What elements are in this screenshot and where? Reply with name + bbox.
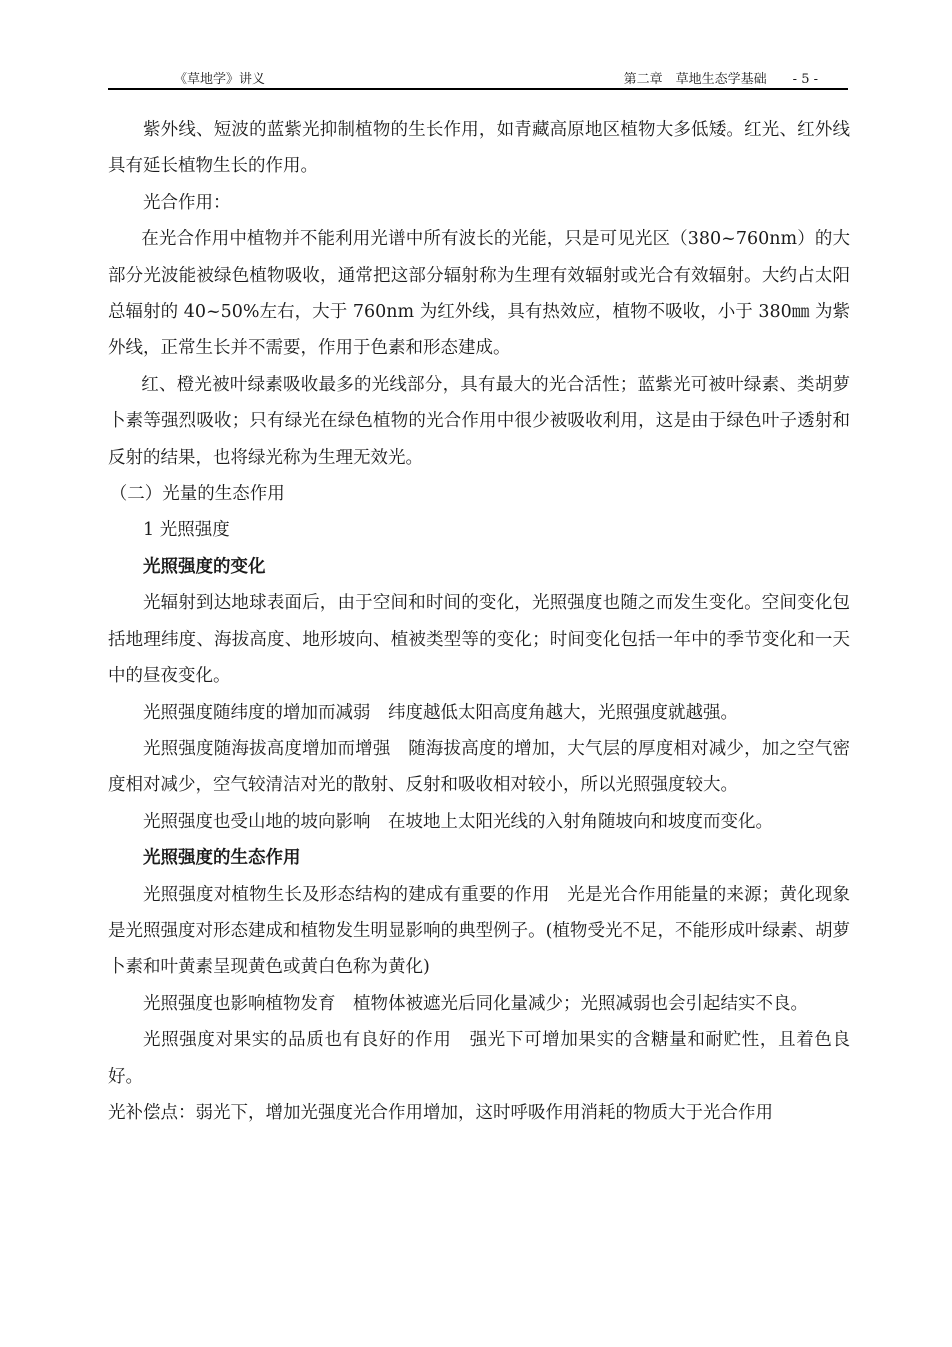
paragraph-altitude: 光照强度随海拔高度增加而增强 随海拔高度的增加，大气层的厚度相对减少，加之空气密度相对减少，空气较清洁对光的散射、反射和吸收相对较小，所以光照强度较大。 — [108, 738, 850, 796]
bold-heading-ecological-effect: 光照强度的生态作用 — [143, 848, 301, 869]
paragraph-photosynthesis-label: 光合作用： — [143, 192, 231, 213]
bold-heading-intensity-change: 光照强度的变化 — [143, 556, 266, 577]
paragraph-fruit-quality: 光照强度对果实的品质也有良好的作用 强光下可增加果实的含糖量和耐贮性，且着色良好。 — [108, 1030, 850, 1087]
paragraph-uv-light: 紫外线、短波的蓝紫光抑制植物的生长作用，如青藏高原地区植物大多低矮。红光、红外线具有延长植物生长的作用。 — [108, 120, 850, 177]
subsection-heading-light-intensity: 1 光照强度 — [143, 520, 230, 541]
paragraph-slope: 光照强度也受山地的坡向影响 在坡地上太阳光线的入射角随坡向和坡度而变化。 — [143, 811, 773, 832]
header-chapter-page: 第二章 草地生态学基础 - 5 - — [623, 72, 818, 87]
section-heading-light-quantity: （二）光量的生态作用 — [109, 484, 285, 505]
paragraph-light-absorption: 红、橙光被叶绿素吸收最多的光线部分，具有最大的光合活性；蓝紫光可被叶绿素、类胡萝卜素等强烈吸收；只有绿光在绿色植物的光合作用中很少被吸收利用，这是由于绿色叶子透射和反射的结果，也将绿光称为生理无效光。 — [108, 374, 850, 468]
paragraph-development: 光照强度也影响植物发育 植物体被遮光后同化量减少；光照减弱也会引起结实不良。 — [143, 993, 808, 1014]
page-body — [108, 112, 850, 1131]
paragraph-intensity-variation: 光辐射到达地球表面后，由于空间和时间的变化，光照强度也随之而发生变化。空间变化包括地理纬度、海拔高度、地形坡向、植被类型等的变化；时间变化包括一年中的季节变化和一天中的昼夜变化。 — [108, 593, 850, 687]
header-book-title: 《草地学》讲义 — [174, 72, 266, 87]
paragraph-latitude: 光照强度随纬度的增加而减弱 纬度越低太阳高度角越大，光照强度就越强。 — [143, 702, 738, 723]
paragraph-photosynthetic-radiation: 在光合作用中植物并不能利用光谱中所有波长的光能，只是可见光区（380~760nm）的大部分光波能被绿色植物吸收，通常把这部分辐射称为生理有效辐射或光合有效辐射。大约占太阳总辐射的 40~50%左右，大于 760nm 为红外线，具有热效应，植物不吸收，小于 380㎜ 为紫外线，正常生长并不需要，作用于色素和形态建成。 — [108, 229, 850, 359]
paragraph-compensation-point: 光补偿点：弱光下，增加光强度光合作用增加，这时呼吸作用消耗的物质大于光合作用 — [108, 1102, 773, 1123]
paragraph-growth-morphology: 光照强度对植物生长及形态结构的建成有重要的作用 光是光合作用能量的来源；黄化现象是光照强度对形态建成和植物发生明显影响的典型例子。(植物受光不足，不能形成叶绿素、胡萝卜素和叶黄素呈现黄色或黄白色称为黄化) — [108, 884, 850, 978]
page-header — [108, 66, 848, 90]
